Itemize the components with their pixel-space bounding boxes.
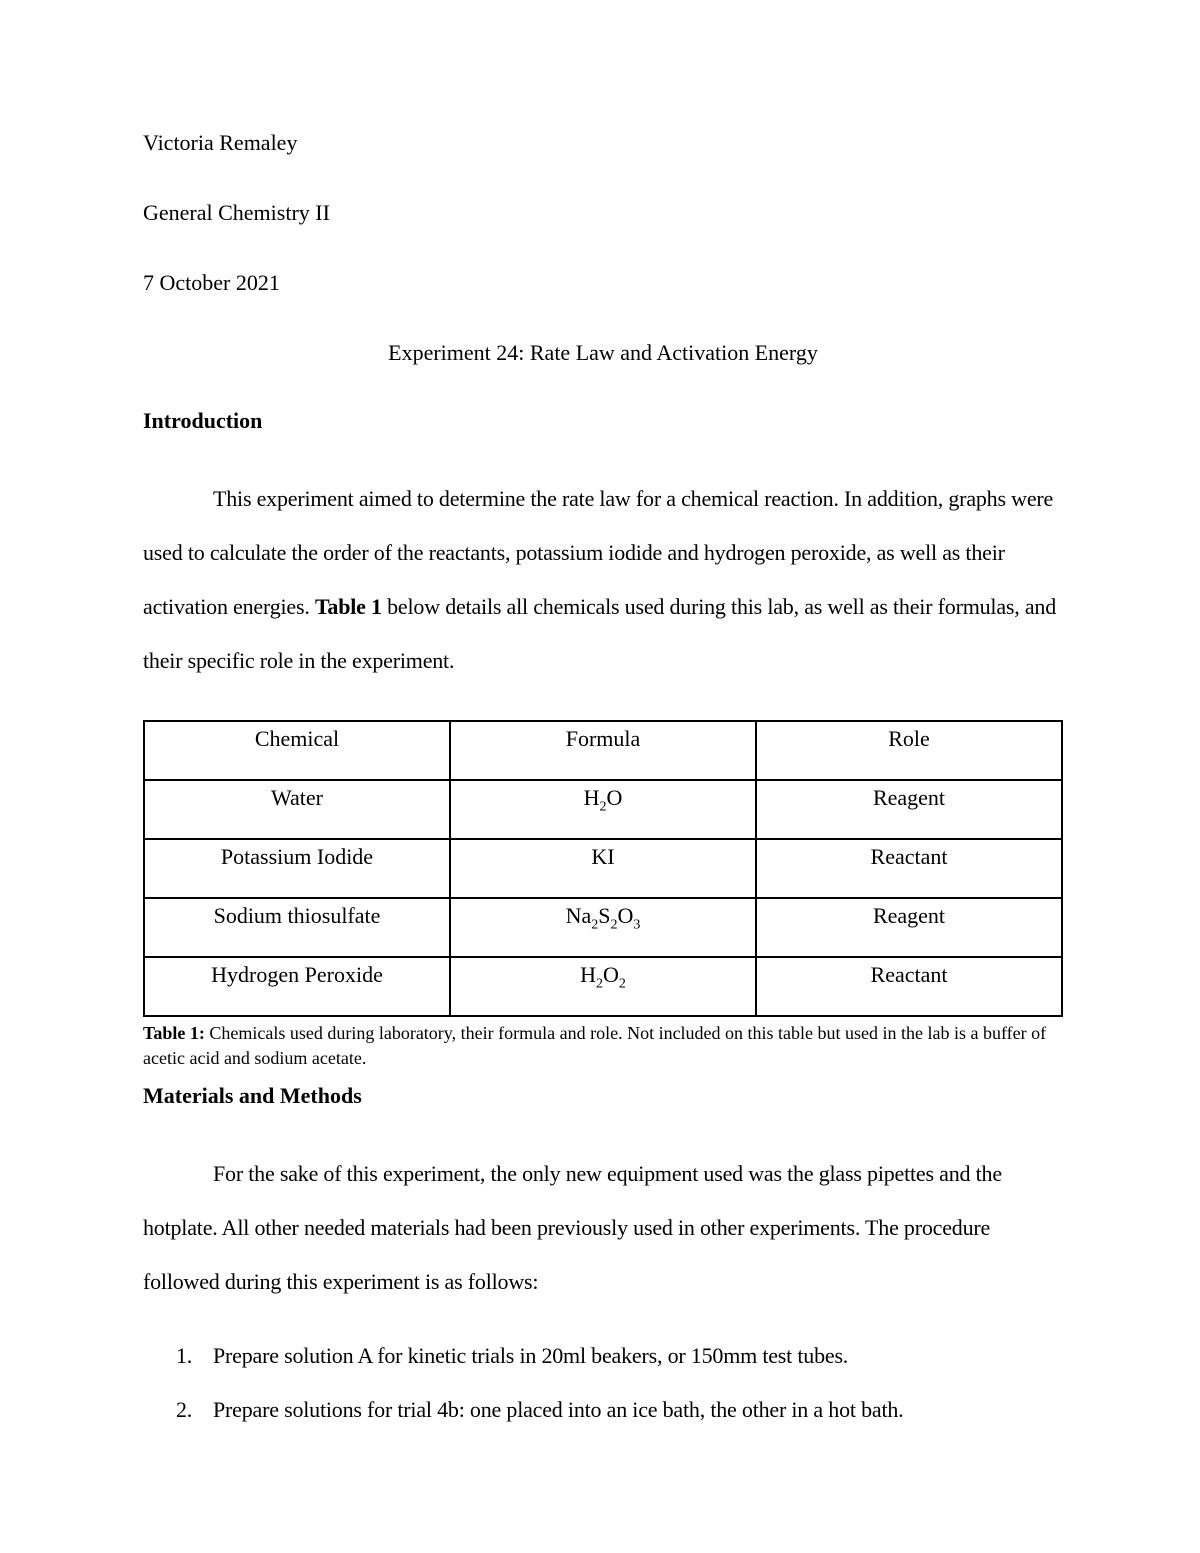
- table-cell: Reagent: [756, 780, 1062, 839]
- list-item: [143, 1383, 1063, 1437]
- table-cell: Sodium thiosulfate: [144, 898, 450, 957]
- author-line: Victoria Remaley: [143, 130, 298, 155]
- methods-paragraph: For the sake of this experiment, the only new equipment used was the glass pipettes and the hotplate. All other needed materials had been previously used in other experiments. The procedure followed during this experiment is as follows:: [143, 1161, 1002, 1294]
- table-cell: Reactant: [756, 839, 1062, 898]
- list-item-text: Prepare solution A for kinetic trials in 20ml beakers, or 150mm test tubes.: [213, 1343, 849, 1368]
- list-item-text: Prepare solutions for trial 4b: one placed into an ice bath, the other in a hot bath.: [213, 1397, 904, 1422]
- methods-heading: Materials and Methods: [143, 1083, 362, 1108]
- table-row: [144, 957, 1062, 1016]
- table-cell: $H_2O_2$: [450, 957, 756, 1016]
- document-title: Experiment 24: Rate Law and Activation Energy: [388, 340, 818, 365]
- table-caption: Table 1: Chemicals used during laboratory, their formula and role. Not included on this table but used in the lab is a buffer of acetic acid and sodium acetate.: [143, 1023, 1047, 1068]
- column-header-chemical: Chemical: [144, 721, 450, 780]
- table-cell: $H_2O$: [450, 780, 756, 839]
- column-header-formula: Formula: [450, 721, 756, 780]
- table-cell: Water: [144, 780, 450, 839]
- course-line: General Chemistry II: [143, 200, 330, 225]
- document-header: [143, 130, 1063, 296]
- introduction-heading: Introduction: [143, 408, 263, 433]
- chemicals-table-body: [144, 780, 1062, 1016]
- column-header-role: Role: [756, 721, 1062, 780]
- date-line: 7 October 2021: [143, 270, 280, 295]
- list-item: [143, 1329, 1063, 1383]
- chemicals-table-head: [144, 721, 1062, 780]
- table-cell: KI: [450, 839, 756, 898]
- list-item-number: 1.: [176, 1343, 193, 1368]
- table-cell: Reactant: [756, 957, 1062, 1016]
- table-header-row: [144, 721, 1062, 780]
- list-item-number: 2.: [176, 1397, 193, 1422]
- table-cell: Hydrogen Peroxide: [144, 957, 450, 1016]
- introduction-paragraph: This experiment aimed to determine the rate law for a chemical reaction. In addition, graphs were used to calculate the order of the reactants, potassium iodide and hydrogen peroxide, as well as their activation energies. Table 1 below details all chemicals used during this lab, as well as their formulas, and their specific role in the experiment.: [143, 486, 1057, 673]
- table-row: [144, 898, 1062, 957]
- table-cell: $Na_2S_2O_3$: [450, 898, 756, 957]
- chemicals-table: [143, 720, 1063, 1017]
- table-row: [144, 780, 1062, 839]
- table-cell: Reagent: [756, 898, 1062, 957]
- procedure-list: [143, 1329, 1063, 1437]
- table-row: [144, 839, 1062, 898]
- table-cell: Potassium Iodide: [144, 839, 450, 898]
